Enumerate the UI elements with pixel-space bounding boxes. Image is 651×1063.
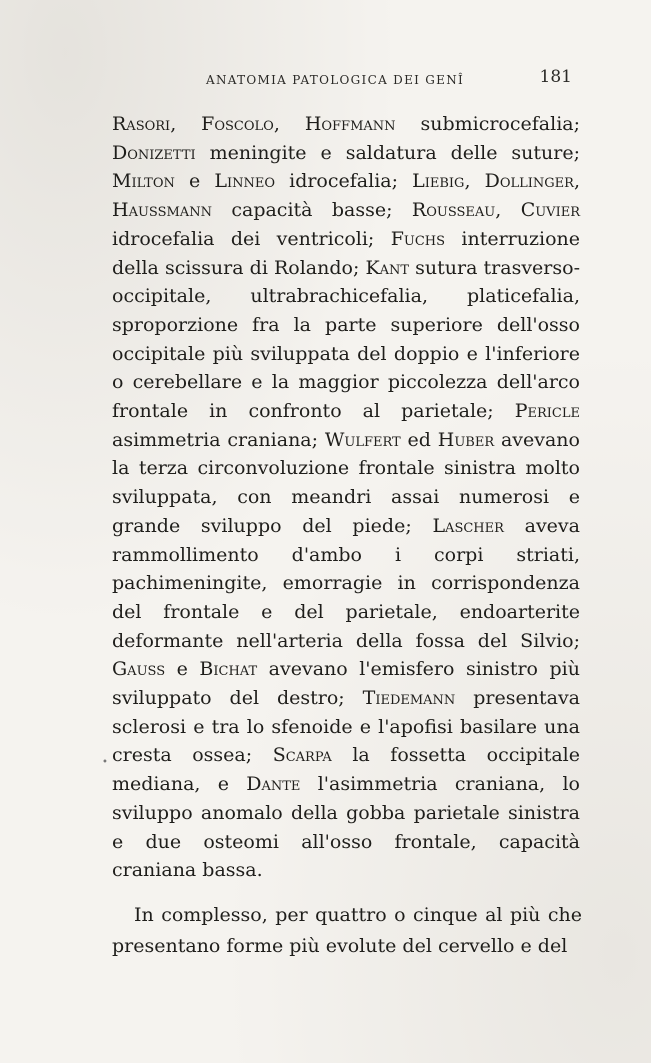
person-name: Scarpa [272, 744, 332, 767]
person-name: Linneo [214, 170, 275, 193]
person-name: Foscolo [201, 113, 274, 135]
person-name: Pericle [514, 400, 580, 423]
person-name: Gauss [112, 658, 166, 681]
text-run: , [495, 199, 521, 222]
person-name: Cuvier [520, 199, 580, 222]
text-run: aveva rammollimento d'ambo i corpi striati, pachimeningite, emorragie in corrispondenza del frontale e del parietale, endoarterite deformante nell'arteria della fossa del Silvio; [112, 514, 580, 652]
person-name: Tiedemann [362, 687, 456, 710]
text-run: la fossetta occipitale mediana, e [112, 744, 580, 796]
paragraph-1 [112, 110, 580, 885]
text-run: interruzione della scissura di Rolando; [112, 227, 580, 279]
text-run: , [464, 170, 485, 193]
person-name: Hoffmann [304, 113, 396, 135]
person-name: Dollinger [484, 170, 574, 193]
person-name: Rasori [112, 113, 171, 135]
text-run: presentava sclerosi e tra lo sfenoide e l'apofisi basilare una cresta ossea; [112, 687, 580, 767]
text-run: , [273, 113, 305, 135]
margin-speck: • [102, 757, 108, 768]
page-header [112, 67, 572, 93]
text-run: l'asimmetria craniana, lo sviluppo anomalo della gobba parietale sinistra e due osteomi all'osso frontale, capacità craniana bassa. [112, 773, 580, 882]
person-name: Bichat [199, 658, 258, 681]
person-name: Rousseau [411, 199, 496, 222]
person-name: Dante [246, 773, 301, 796]
page-number: 181 [539, 67, 572, 87]
text-run: avevano la terza circonvoluzione frontale sinistra molto sviluppata, con meandri assai numerosi e grande sviluppo del piede; [112, 428, 580, 537]
text-run: idrocefalia; [275, 170, 413, 193]
text-run: meningite e saldatura delle suture; [195, 141, 580, 164]
person-name: Fuchs [390, 227, 446, 250]
person-name: Haussmann [112, 199, 212, 222]
text-run: , [573, 170, 580, 193]
person-name: Milton [112, 170, 175, 193]
person-name: Liebig [412, 170, 465, 193]
text-run: e [174, 170, 215, 193]
person-name: Huber [437, 428, 495, 451]
text-run: asimmetria craniana; [112, 428, 325, 451]
text-run: submicrocefalia; [395, 113, 580, 135]
running-head: ANATOMIA PATOLOGICA DEI GENÎ [206, 73, 465, 87]
person-name: Lascher [432, 514, 504, 537]
text-run: e [165, 658, 200, 681]
person-name: Donizetti [112, 141, 196, 164]
person-name: Kant [365, 256, 410, 279]
text-run: , [170, 113, 202, 135]
text-run: idrocefalia dei ventricoli; [112, 227, 391, 250]
text-run: sutura trasverso-occipitale, ultrabrachicefalia, platicefalia, sproporzione fra la parte superiore dell'osso occipitale più sviluppata del doppio e l'inferiore o cerebellare e la maggior piccolezza dell'arco frontale in confronto al parietale; [112, 256, 580, 423]
person-name: Wulfert [324, 428, 401, 451]
text-run: avevano l'emisfero sinistro più sviluppato del destro; [112, 658, 580, 710]
text-run: capacità basse; [211, 199, 412, 222]
paragraph-2: In complesso, per quattro o cinque al più che presentano forme più evolute del cervello e del [112, 904, 582, 957]
text-run: ed [400, 428, 438, 451]
